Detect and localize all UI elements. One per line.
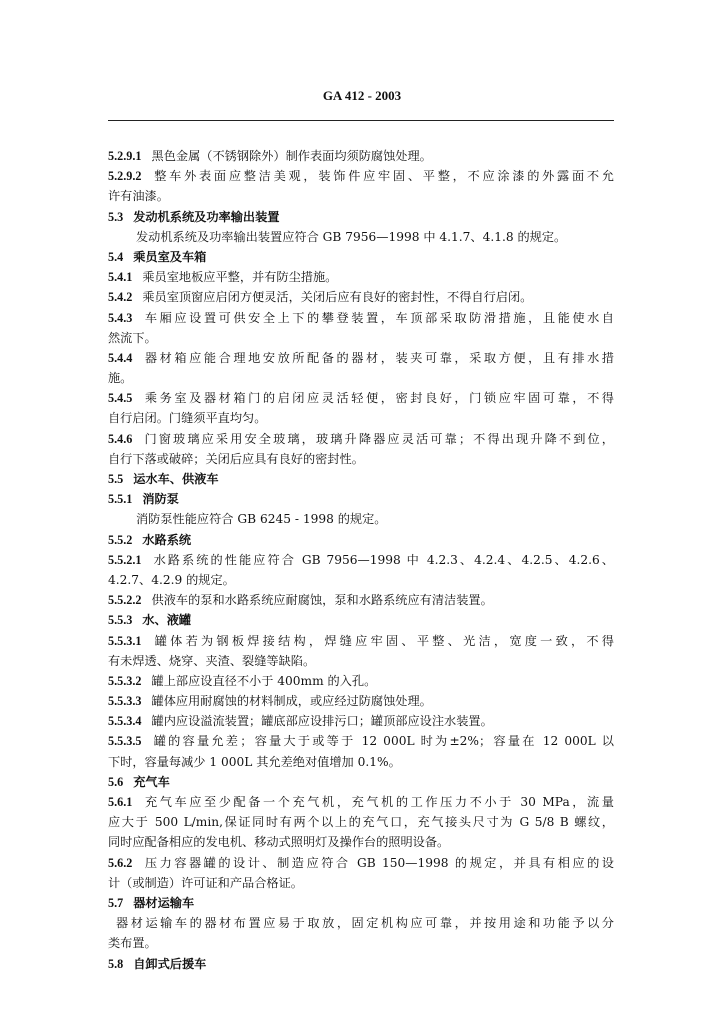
clause-text: 有未焊透、烧穿、夹渣、裂缝等缺陷。	[108, 653, 316, 668]
clause-number: 5.5.2	[108, 532, 133, 547]
text-line	[108, 530, 614, 550]
clause-number: 5.7	[108, 895, 124, 910]
clause-number: 5.4.2	[108, 290, 133, 305]
clause-text: 供液车的泵和水路系统应耐腐蚀，泵和水路系统应有清洁装置。	[151, 593, 493, 608]
clause-text: 然流下。	[108, 330, 157, 345]
text-line	[108, 408, 614, 428]
clause-text: 消防泵性能应符合 GB 6245 - 1998 的规定。	[136, 512, 387, 527]
clause-number: 5.5.3.2	[108, 673, 142, 688]
text-line	[108, 711, 614, 731]
clause-text: 门窗玻璃应采用安全玻璃，玻璃升降器应灵活可靠；不得出现升降不到位，	[142, 431, 614, 446]
clause-number: 5.8	[108, 956, 124, 971]
clause-text: 计（或制造）许可证和产品合格证。	[108, 875, 303, 890]
section-heading: 水路系统	[142, 532, 192, 547]
clause-number: 5.5.3.5	[108, 734, 142, 749]
clause-number: 5.4.6	[108, 431, 133, 446]
clause-text: 器材箱应能合理地安放所配备的器材，装夹可靠，采取方便，且有排水措	[142, 350, 614, 365]
clause-number: 5.5.3.4	[108, 714, 142, 729]
header-rule	[108, 120, 614, 121]
clause-text: 类布置。	[108, 936, 157, 951]
text-line	[108, 610, 614, 630]
text-line	[108, 267, 614, 287]
text-line	[108, 449, 614, 469]
clause-number: 5.5.3	[108, 613, 133, 628]
document-body	[108, 146, 614, 974]
text-line	[108, 166, 614, 186]
text-line	[108, 792, 614, 812]
clause-text: 水路系统的性能应符合 GB 7956—1998 中 4.2.3、4.2.4、4.2.5、4.2.6、	[151, 552, 614, 567]
clause-number: 5.2.9.1	[108, 149, 142, 163]
clause-number: 5.5.3.3	[108, 694, 142, 709]
clause-text: 罐的容量允差；容量大于或等于 12 000L 时为±2%；容量在 12 000L 以	[151, 734, 614, 749]
text-line	[108, 489, 614, 509]
text-line	[108, 913, 614, 933]
clause-text: 乘务室及器材箱门的启闭应灵活轻便，密封良好，门锁应牢固可靠，不得	[142, 391, 614, 406]
section-heading: 器材运输车	[133, 895, 195, 910]
text-line	[108, 348, 614, 368]
clause-text: 车厢应设置可供安全上下的攀登装置，车顶部采取防滑措施，且能使水自	[142, 310, 614, 325]
text-line	[108, 186, 614, 206]
text-line	[108, 832, 614, 852]
clause-text: 乘员室地板应平整，并有防尘措施。	[142, 270, 338, 285]
clause-number: 5.5.2.2	[108, 593, 142, 608]
clause-number: 5.4	[108, 249, 124, 264]
clause-number: 5.5.1	[108, 492, 133, 507]
clause-text: 自行下落或破碎；关闭后应具有良好的密封性。	[108, 451, 364, 466]
text-line	[108, 469, 614, 489]
clause-text: 4.2.7、4.2.9 的规定。	[108, 572, 235, 587]
clause-text: 罐体应用耐腐蚀的材料制成，或应经过防腐蚀处理。	[151, 694, 432, 709]
clause-text: 乘员室顶窗应启闭方便灵活，关闭后应有良好的密封性，不得自行启闭。	[142, 290, 533, 305]
text-line	[108, 731, 614, 751]
clause-number: 5.6	[108, 774, 124, 789]
clause-number: 5.4.5	[108, 391, 133, 406]
clause-number: 5.4.4	[108, 350, 133, 365]
text-line	[108, 590, 614, 610]
text-line	[108, 651, 614, 671]
text-line	[108, 933, 614, 953]
document-header: GA 412 - 2003	[322, 88, 402, 103]
text-line	[108, 752, 614, 772]
text-line	[108, 287, 614, 307]
text-line	[108, 429, 614, 449]
clause-number: 5.6.2	[108, 855, 133, 870]
clause-text: 压力容器罐的设计、制造应符合 GB 150—1998 的规定，并具有相应的设	[142, 855, 614, 870]
clause-text: 罐体若为钢板焊接结构，焊缝应牢固、平整、光洁，宽度一致，不得	[151, 633, 614, 648]
clause-number: 5.3	[108, 209, 124, 224]
section-heading: 充气车	[133, 774, 170, 789]
clause-text: 自行启闭。门缝须平直均匀。	[108, 411, 267, 426]
clause-text: 发动机系统及功率输出装置应符合 GB 7956—1998 中 4.1.7、4.1.8 的规定。	[136, 229, 567, 244]
text-line	[108, 631, 614, 651]
text-line	[108, 328, 614, 348]
section-heading: 自卸式后援车	[133, 956, 207, 971]
clause-text: 施。	[108, 371, 133, 386]
clause-number: 5.5.3.1	[108, 633, 142, 648]
text-line	[108, 893, 614, 913]
text-line	[108, 853, 614, 873]
section-heading: 乘员室及车箱	[133, 249, 207, 264]
clause-text: 下时，容量每减少 1 000L 其允差绝对值增加 0.1%。	[108, 754, 401, 769]
text-line	[108, 550, 614, 570]
clause-text: 黑色金属（不锈钢除外）制作表面均须防腐蚀处理。	[151, 149, 432, 163]
text-line	[108, 227, 614, 247]
text-line	[108, 691, 614, 711]
text-line	[108, 247, 614, 267]
clause-text: 应大于 500 L/min,保证同时有两个以上的充气口，充气接头尺寸为 G 5/8 B 螺纹，	[108, 815, 614, 830]
clause-text: 罐上部应设直径不小于 400mm 的入孔。	[151, 673, 377, 688]
clause-text: 充气车应至少配备一个充气机，充气机的工作压力不小于 30 MPa，流量	[142, 795, 614, 809]
clause-text: 整车外表面应整洁美观，装饰件应牢固、平整，不应涂漆的外露面不允	[151, 169, 614, 184]
section-heading: 发动机系统及功率输出装置	[133, 209, 280, 224]
clause-number: 5.2.9.2	[108, 169, 142, 184]
text-line	[108, 812, 614, 832]
text-line	[108, 368, 614, 388]
text-line	[108, 954, 614, 974]
section-heading: 水、液罐	[142, 613, 192, 628]
clause-number: 5.5.2.1	[108, 552, 142, 567]
text-line	[108, 207, 614, 227]
text-line	[108, 509, 614, 529]
clause-number: 5.6.1	[108, 795, 133, 809]
clause-number: 5.4.3	[108, 310, 133, 325]
text-line	[108, 772, 614, 792]
clause-number: 5.5	[108, 472, 124, 486]
text-line	[108, 570, 614, 590]
clause-text: 罐内应设溢流装置；罐底部应设排污口；罐顶部应设注水装置。	[151, 714, 493, 729]
text-line	[108, 146, 614, 166]
section-heading: 运水车、供液车	[133, 472, 219, 486]
section-heading: 消防泵	[142, 492, 179, 507]
clause-text: 同时应配备相应的发电机、移动式照明灯及操作台的照明设备。	[108, 835, 450, 850]
text-line	[108, 671, 614, 691]
text-line	[108, 388, 614, 408]
text-line	[108, 873, 614, 893]
clause-text: 许有油漆。	[108, 189, 169, 204]
clause-number: 5.4.1	[108, 270, 133, 285]
clause-text: 器材运输车的器材布置应易于取放，固定机构应可靠，并按用途和功能予以分	[116, 916, 614, 931]
text-line	[108, 308, 614, 328]
